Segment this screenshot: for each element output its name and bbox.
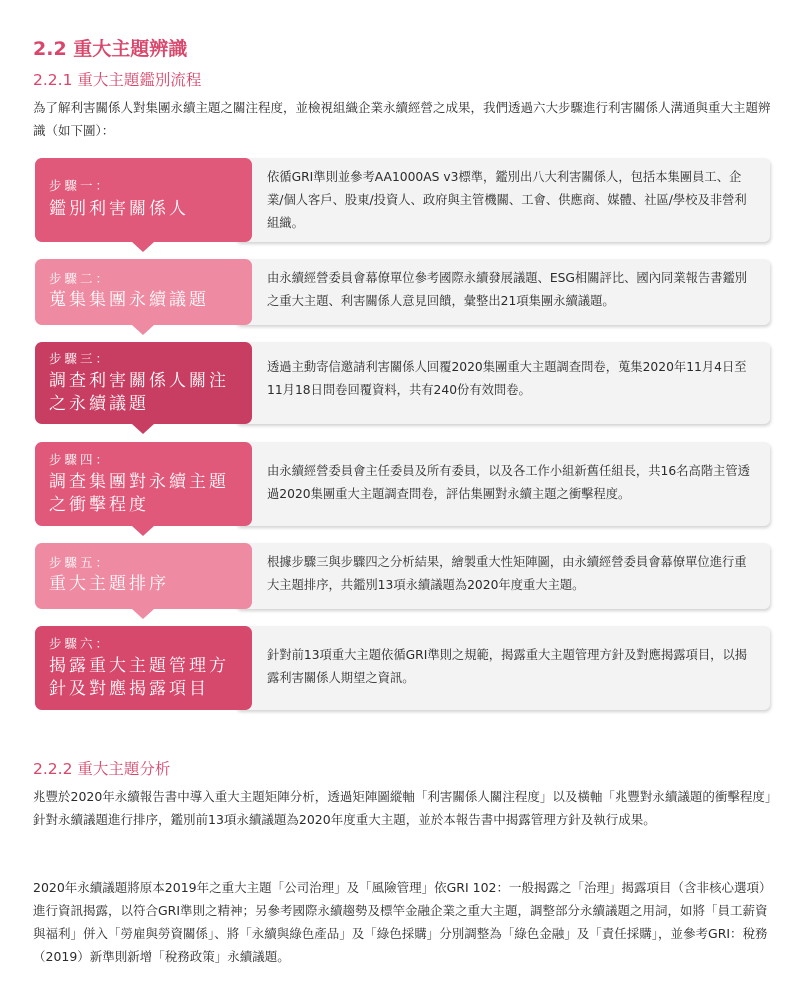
step-5 [35,543,770,609]
analysis-paragraph-1: 兆豐於2020年永續報告書中導入重大主題矩陣分析，透過矩陣圖縱軸「利害關係人關注程度」以及橫軸「兆豐對永續議題的衝擊程度」針對永續議題進行排序，鑑別前13項永續議題為2020年度重大主題，並於本報告書中揭露管理方針及執行成果。 [33,789,778,827]
step-1-arrow [132,242,154,252]
step-2-description: 由永續經營委員會幕僚單位參考國際永續發展議題、ESG相關評比、國內同業報告書鑑別之重大主題、利害關係人意見回饋，彙整出21項集團永續議題。 [267,271,748,308]
section-title: 2.2 重大主題辨識 [33,38,188,60]
step-1-description: 依循GRI準則並參考AA1000AS v3標準，鑑別出八大利害關係人，包括本集團員工、企業/個人客戶、股東/投資人、政府與主管機關、工會、供應商、媒體、社區/學校及非營利組織。 [267,170,747,230]
subsection-title-analysis: 2.2.2 重大主題分析 [33,760,171,778]
step-6-label [35,626,252,710]
step-4-label [35,442,252,526]
step-6 [35,626,770,710]
step-1-number: 步驟一： [49,178,112,193]
step-2 [35,259,770,325]
step-3-title: 調查利害關係人關注之永續議題 [49,371,229,414]
step-4-arrow [132,526,154,536]
step-4-title: 調查集團對永續主題之衝擊程度 [49,472,229,515]
step-3-label [35,342,252,424]
step-6-title: 揭露重大主題管理方針及對應揭露項目 [49,656,229,699]
subsection-title-process: 2.2.1 重大主題鑑別流程 [33,71,202,89]
step-1-label [35,158,252,242]
step-3-number: 步驟三： [49,351,112,366]
step-2-title: 蒐集集團永續議題 [49,290,209,310]
step-4 [35,442,770,526]
step-4-number: 步驟四： [49,452,112,467]
intro-paragraph: 為了解利害關係人對集團永續主題之關注程度，並檢視組織企業永續經營之成果，我們透過六大步驟進行利害關係人溝通與重大主題辨識（如下圖）： [33,100,771,138]
step-6-number: 步驟六： [49,636,112,651]
step-6-description: 針對前13項重大主題依循GRI準則之規範，揭露重大主題管理方針及對應揭露項目，以揭露利害關係人期望之資訊。 [267,648,748,685]
step-1-title: 鑑別利害關係人 [49,199,189,219]
step-2-number: 步驟二： [49,271,112,286]
step-4-description: 由永續經營委員會主任委員及所有委員，以及各工作小組新舊任組長，共16名高階主管透過2020集團重大主題調查問卷，評估集團對永續主題之衝擊程度。 [267,464,750,501]
step-2-arrow [132,325,154,335]
step-1 [35,158,770,242]
step-5-description: 根據步驟三與步驟四之分析結果，繪製重大性矩陣圖，由永續經營委員會幕僚單位進行重大主題排序，共鑑別13項永續議題為2020年度重大主題。 [267,555,747,592]
step-5-arrow [132,609,154,619]
step-3 [35,342,770,424]
analysis-paragraph-2: 2020年永續議題將原本2019年之重大主題「公司治理」及「風險管理」依GRI 102：一般揭露之「治理」揭露項目（含非核心選項）進行資訊揭露，以符合GRI準則之精神；另參考國際永續趨勢及標竿金融企業之重大主題，調整部分永續議題之用詞，如將「員工薪資與福利」併入「勞雇與勞資關係」、將「永續與綠色產品」及「綠色採購」分別調整為「綠色金融」及「責任採購」，並參考GRI：稅務（2019）新準則新增「稅務政策」永續議題。 [33,880,772,964]
step-5-label [35,543,252,609]
step-2-label [35,259,252,325]
step-3-arrow [132,424,154,434]
step-5-number: 步驟五： [49,555,112,570]
step-5-title: 重大主題排序 [49,574,169,594]
step-3-description: 透過主動寄信邀請利害關係人回覆2020集團重大主題調查問卷，蒐集2020年11月4日至11月18日問卷回覆資料，共有240份有效問卷。 [267,360,747,397]
